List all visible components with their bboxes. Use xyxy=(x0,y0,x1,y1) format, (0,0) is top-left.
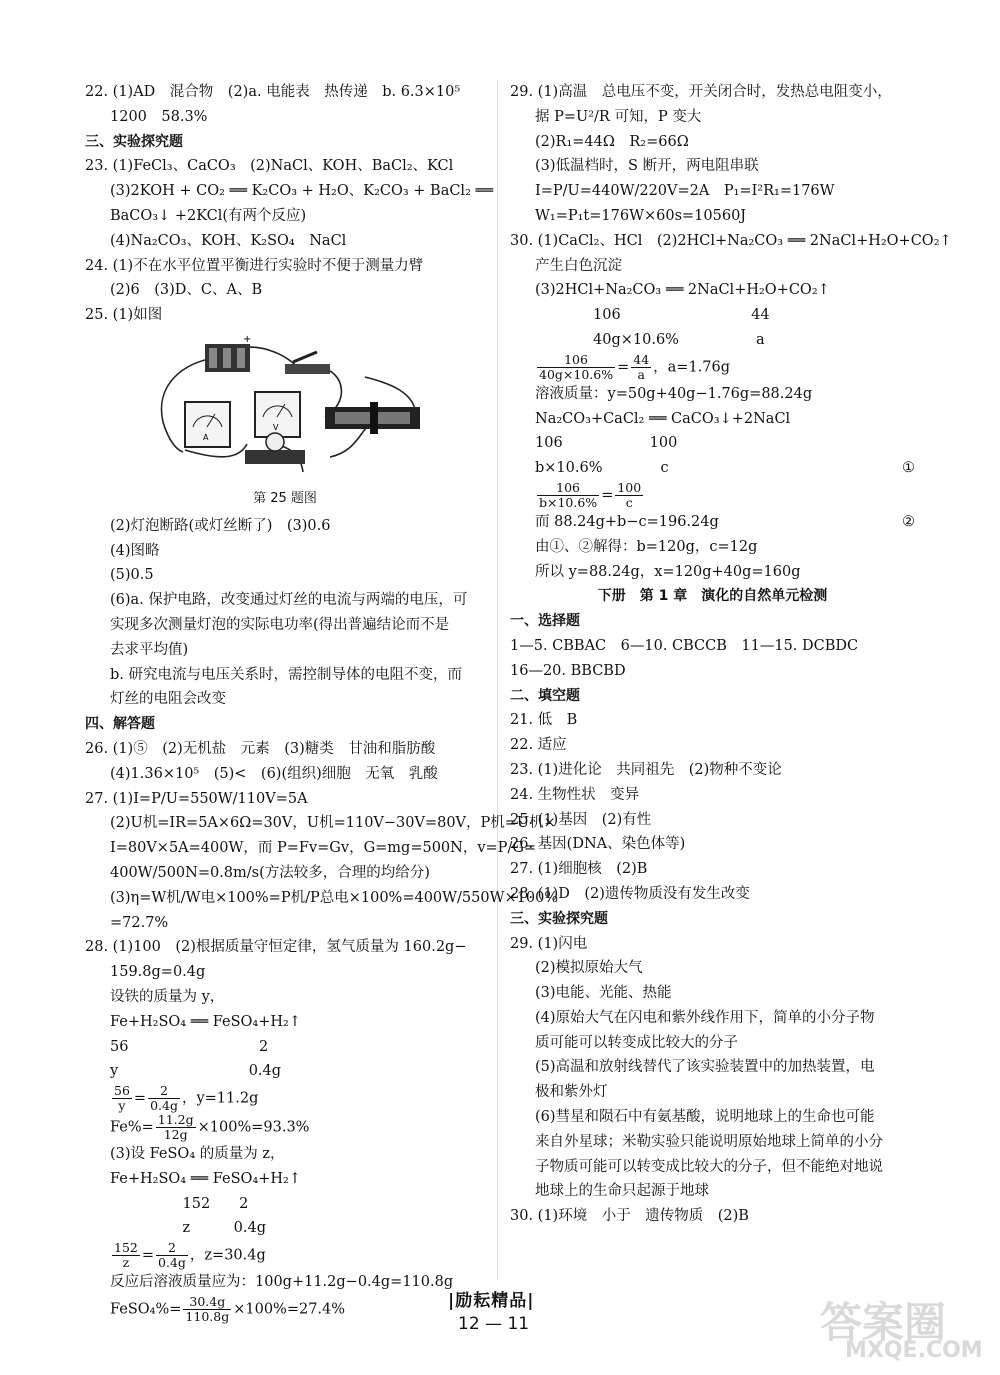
answer-line: 地球上的生命只起源于地球 xyxy=(535,1183,709,1200)
answer-line: 28. (1)D (2)遗传物质没有发生改变 xyxy=(510,885,750,902)
answer-line: 去求平均值) xyxy=(110,641,189,658)
answer-line: Fe+H₂SO₄ ══ FeSO₄+H₂↑ xyxy=(110,1170,302,1187)
battery-icon xyxy=(205,334,251,372)
answer-line: 设铁的质量为 y， xyxy=(110,988,225,1005)
answer-line: 22. 适应 xyxy=(510,737,567,754)
section-heading: 三、实验探究题 xyxy=(510,910,608,927)
fraction: $\frac{30.4g}{110.8g}$ xyxy=(185,1294,230,1325)
answer-line: 由①、②解得：b=120g，c=12g xyxy=(535,538,758,555)
answer-line: (4)图略 xyxy=(110,542,160,559)
answer-line: (2)U机=IR=5A×6Ω=30V，U机=110V−30V=80V，P机=U机× xyxy=(110,815,556,832)
fraction: $\frac{44}{a}$ xyxy=(633,351,650,382)
fraction: $\frac{106}{40g\times 10.6\%}$ xyxy=(539,351,614,382)
answer-line: W₁=P₁t=176W×60s=10560J xyxy=(535,207,747,224)
rheostat-icon xyxy=(325,402,420,434)
answer-line: b. 研究电流与电压关系时，需控制导体的电阻不变，而 xyxy=(110,666,462,683)
answer-line: 152 2 xyxy=(110,1195,249,1212)
section-heading: 四、解答题 xyxy=(85,716,155,733)
answer-line: (4)1.36×10⁵ (5)< (6)(组织)细胞 无氧 乳酸 xyxy=(110,765,438,782)
answer-line: 29. (1)高温 总电压不变，开关闭合时，发热总电阻变小， xyxy=(510,84,892,100)
answer-line: 25. (1)如图 xyxy=(85,307,163,324)
answer-line: 质可能可以转变成比较大的分子 xyxy=(535,1034,738,1051)
answer-line: 30. (1)环境 小于 遗传物质 (2)B xyxy=(510,1208,749,1225)
fraction: $\frac{152}{z}$ xyxy=(114,1240,138,1271)
answer-line: (5)高温和放射线替代了该实验装置中的加热装置，电 xyxy=(535,1059,875,1076)
column-divider xyxy=(497,80,498,1280)
answer-line: (3)电能、光能、热能 xyxy=(535,985,672,1002)
fraction: $\frac{2}{0.4g}$ xyxy=(150,1083,178,1114)
circuit-diagram xyxy=(85,332,485,487)
svg-text:V: V xyxy=(273,422,279,432)
answer-line: BaCO₃↓ +2KCl(有两个反应) xyxy=(110,207,307,224)
answer-line: I=80V×5A=400W，而 P=Fv=Gv，G=mg=500N，v=P/G= xyxy=(110,840,537,857)
answer-line: 23. (1)FeCl₃、CaCO₃ (2)NaCl、KOH、BaCl₂、KCl xyxy=(85,158,454,175)
fraction: $\frac{100}{c}$ xyxy=(617,479,642,510)
answer-line: (6)a. 保护电路，改变通过灯丝的电流与两端的电压，可 xyxy=(110,592,468,609)
answer-line: 106 100 xyxy=(535,435,678,452)
answer-line: 106 44 xyxy=(535,307,770,324)
answer-line: (5)0.5 xyxy=(110,567,154,584)
fraction: $\frac{2}{0.4g}$ xyxy=(158,1240,186,1271)
answer-line: 28. (1)100 (2)根据质量守恒定律，氢气质量为 160.2g− xyxy=(85,939,467,956)
answer-line: 29. (1)闪电 xyxy=(510,935,588,952)
answer-line: 极和紫外灯 xyxy=(535,1084,608,1101)
svg-text:+: + xyxy=(243,333,252,345)
answer-line: (3)η=W机/W电×100%=P机/P总电×100%=400W/550W×100% xyxy=(110,889,559,906)
answer-line: 1—5. CBBAC 6—10. CBCCB 11—15. DCBDC xyxy=(510,637,859,654)
section-heading: 一、选择题 xyxy=(510,613,580,630)
voltmeter-icon xyxy=(255,392,300,437)
answer-line: 16—20. BBCBD xyxy=(510,662,626,679)
answer-line: 来自外星球；米勒实验只能说明原始地球上简单的小分 xyxy=(535,1133,883,1150)
ammeter-icon xyxy=(185,402,230,447)
page-number: 12 — 11 xyxy=(458,1314,530,1334)
circuit-figure xyxy=(85,332,485,487)
answer-line: (3)2KOH + CO₂ ══ K₂CO₃ + H₂O、K₂CO₃ + BaCl₂ ══ xyxy=(110,183,493,200)
answers-28-3 xyxy=(85,1142,485,1241)
answer-line: (4)原始大气在闪电和紫外线作用下，简单的小分子物 xyxy=(535,1009,875,1026)
answer-line: 实现多次测量灯泡的实际电功率(得出普遍结论而不是 xyxy=(110,616,450,633)
answer-line: 产生白色沉淀 xyxy=(535,257,622,274)
answer-line: (2)模拟原始大气 xyxy=(535,960,643,977)
answers-30-end xyxy=(510,510,915,584)
section-heading: 三、实验探究题 xyxy=(85,133,183,150)
answers-22-25 xyxy=(85,80,493,328)
answer-line: 24. (1)不在水平位置平衡进行实验时不便于测量力臂 xyxy=(85,257,424,274)
answer-line: 26. (1)⑤ (2)无机盐 元素 (3)糖类 甘油和脂肪酸 xyxy=(85,740,436,757)
answer-line: 56 2 xyxy=(110,1038,269,1055)
answer-line: (4)Na₂CO₃、KOH、K₂SO₄ NaCl xyxy=(110,232,347,249)
answer-line: 25. (1)基因 (2)有性 xyxy=(510,811,652,828)
answer-line: (6)彗星和陨石中有氨基酸，说明地球上的生命也可能 xyxy=(535,1109,875,1126)
fraction-line-f: $\frac{106}{b\times 10.6\%}$ = $\frac{100}{c}$ xyxy=(539,479,642,510)
fraction-line-a: $\frac{56}{y}$ = $\frac{2}{0.4g}$ ，y=11.2g xyxy=(114,1083,259,1114)
answer-line: (3)2HCl+Na₂CO₃ ══ 2NaCl+H₂O+CO₂↑ xyxy=(535,282,830,299)
answers-29-30 xyxy=(510,80,952,353)
answer-line: (3)设 FeSO₄ 的质量为 z， xyxy=(110,1146,285,1163)
answer-line: y 0.4g xyxy=(110,1063,282,1080)
answer-line: 子物质可能可以转变成比较大的分子，但不能绝对地说 xyxy=(535,1158,883,1175)
answer-line: 所以 y=88.24g，x=120g+40g=160g xyxy=(535,563,801,580)
equation-marker: ② xyxy=(902,513,915,530)
answer-line: z 0.4g xyxy=(110,1220,266,1237)
watermark-url: MXQE.COM xyxy=(845,1338,983,1363)
answer-line: Na₂CO₃+CaCl₂ ══ CaCO₃↓+2NaCl xyxy=(535,410,791,427)
answer-line: I=P/U=440W/220V=2A P₁=I²R₁=176W xyxy=(535,183,835,200)
answer-line: 溶液质量：y=50g+40g−1.76g=88.24g xyxy=(535,385,813,402)
answer-line: Fe+H₂SO₄ ══ FeSO₄+H₂↑ xyxy=(110,1013,302,1030)
answer-line: 21. 低 B xyxy=(510,712,578,729)
answer-line: 24. 生物性状 变异 xyxy=(510,786,640,803)
equation-marker: ① xyxy=(902,460,915,477)
answer-line: 灯丝的电阻会改变 xyxy=(110,691,226,708)
fraction: $\frac{56}{y}$ xyxy=(114,1083,130,1114)
answer-line: 40g×10.6% a xyxy=(535,331,765,348)
right-column xyxy=(510,80,952,1229)
fraction-line-c: $\frac{152}{z}$ = $\frac{2}{0.4g}$ ，z=30.4g xyxy=(114,1240,266,1271)
answer-line: b×10.6% c ① xyxy=(510,456,915,481)
fraction: $\frac{106}{b\times 10.6\%}$ xyxy=(539,479,598,510)
fraction-line-b: Fe%= $\frac{11.2g}{12g}$ ×100%=93.3% xyxy=(110,1112,310,1143)
answer-line: 26. 基因(DNA、染色体等) xyxy=(510,836,686,853)
switch-icon xyxy=(285,352,330,374)
answers-30-cont xyxy=(510,382,915,481)
answer-line: 而 88.24g+b−c=196.24g ② xyxy=(510,510,915,535)
section-heading: 二、填空题 xyxy=(510,687,580,704)
watermark-logo: 答案圈 xyxy=(820,1298,947,1347)
brand-logo: |励耘精品| xyxy=(448,1291,535,1311)
unit-test-answers xyxy=(510,609,915,1229)
answer-line: (2)6 (3)D、C、A、B xyxy=(110,282,263,299)
figure-caption: 第 25 题图 xyxy=(253,490,317,506)
answer-line: 23. (1)进化论 共同祖先 (2)物种不变论 xyxy=(510,761,782,778)
solution-mass-line: 反应后溶液质量应为：100g+11.2g−0.4g=110.8g xyxy=(110,1274,454,1291)
answer-line: (2)R₁=44Ω R₂=66Ω xyxy=(535,133,689,150)
answer-line: 30. (1)CaCl₂、HCl (2)2HCl+Na₂CO₃ ══ 2NaCl+H₂O+CO₂↑ xyxy=(510,232,952,249)
answer-line: 159.8g=0.4g xyxy=(110,964,206,981)
answer-line: 27. (1)I=P/U=550W/110V=5A xyxy=(85,790,308,807)
answer-line: 400W/500N=0.8m/s(方法较多，合理的均给分) xyxy=(110,864,430,881)
answer-line: =72.7% xyxy=(110,914,169,931)
answer-line: (2)灯泡断路(或灯丝断了) (3)0.6 xyxy=(110,517,331,534)
answer-line: (3)低温档时，S 断开，两电阻串联 xyxy=(535,158,759,175)
answer-line: 27. (1)细胞核 (2)B xyxy=(510,861,648,878)
section-title: 下册 第 1 章 演化的自然单元检测 xyxy=(597,588,828,605)
fraction: $\frac{11.2g}{12g}$ xyxy=(157,1112,194,1143)
fraction-line-d: FeSO₄%= $\frac{30.4g}{110.8g}$ ×100%=27.4% xyxy=(110,1294,346,1325)
fraction-line-e: $\frac{106}{40g\times 10.6\%}$ = $\frac{44}{a}$ ，a=1.76g xyxy=(539,351,731,382)
answer-line: 22. (1)AD 混合物 (2)a. 电能表 热传递 b. 6.3×10⁵ xyxy=(85,84,461,100)
svg-text:A: A xyxy=(203,432,209,442)
answer-line: 据 P=U²/R 可知，P 变大 xyxy=(535,108,702,125)
answer-line: 1200 58.3% xyxy=(110,108,208,125)
